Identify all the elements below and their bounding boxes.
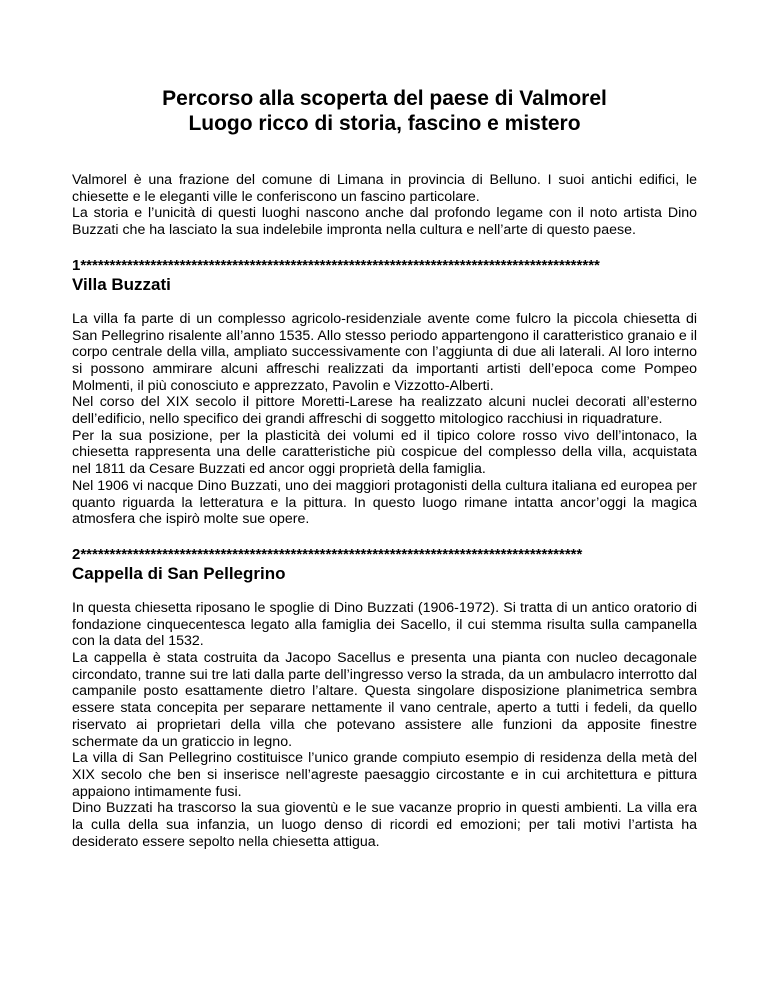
body-paragraph: La cappella è stata costruita da Jacopo Sacellus e presenta una pianta con nucleo decagonale circondato, tranne sui tre lati dalla parte dell’ingresso verso la strada, da un ambulacro interrotto dal campanile posto esattamente dietro l’altare. Questa singolare disposizione planimetrica sembra essere stata concepita per separare nettamente il vano centrale, aperto a tutti i fedeli, da quello riservato ai proprietari della villa che potevano assistere alle funzioni da apposite finestre schermate da un graticcio in legno. [72,650,697,750]
intro-section [72,172,697,239]
body-paragraph: La villa di San Pellegrino costituisce l’unico grande compiuto esempio di residenza della metà del XIX secolo che ben si inserisce nell’agreste paesaggio circostante e in cui architettura e pittura appaiono intimamente fusi. [72,750,697,800]
section-body [72,311,697,528]
body-paragraph: In questa chiesetta riposano le spoglie di Dino Buzzati (1906-1972). Si tratta di un antico oratorio di fondazione cinquecentesca legato alla famiglia dei Sacello, il cui stemma risulta sulla campanella con la data del 1532. [72,599,697,650]
title-line-1: Percorso alla scoperta del paese di Valmorel [162,87,607,110]
section-marker: 1***************************************************************************************** [72,256,600,274]
section-body [72,600,697,851]
section-marker: 2************************************************************************************** [72,545,583,563]
title-line-2: Luogo ricco di storia, fascino e mistero [188,112,581,135]
section-heading: Villa Buzzati [72,274,171,294]
body-paragraph: Nel corso del XIX secolo il pittore Moretti-Larese ha realizzato alcuni nuclei decorati all’esterno dell’edificio, nello specifico dei grandi affreschi di soggetto mitologico racchiusi in riquadrature. [72,394,697,428]
body-paragraph: La villa fa parte di un complesso agricolo-residenziale avente come fulcro la piccola chiesetta di San Pellegrino risalente all’anno 1535. Allo stesso periodo appartengono il caratteristico granaio e il corpo centrale della villa, ampliato successivamente con l’aggiunta di due ali laterali. Al loro interno si possono ammirare alcuni affreschi realizzati da importanti artisti dell’epoca come Pompeo Molmenti, il più conosciuto e apprezzato, Pavolin e Vizzotto-Alberti. [72,310,697,394]
body-paragraph: Per la sua posizione, per la plasticità dei volumi ed il tipico colore rosso vivo dell’intonaco, la chiesetta rappresenta una delle caratteristiche più cospicue del complesso della villa, acquistata nel 1811 da Cesare Buzzati ed ancor oggi proprietà della famiglia. [72,427,697,478]
intro-paragraph: Valmorel è una frazione del comune di Limana in provincia di Belluno. I suoi antichi edifici, le chiesette e le eleganti ville le conferiscono un fascino particolare. [72,172,697,205]
section-villa-buzzati [72,257,697,528]
document-title [72,86,697,136]
body-paragraph: Dino Buzzati ha trascorso la sua gioventù e le sue vacanze proprio in questi ambienti. La villa era la culla della sua infanzia, un luogo denso di ricordi ed emozioni; per tali motivi l’artista ha desiderato essere sepolto nella chiesetta attigua. [72,800,697,850]
body-paragraph: Nel 1906 vi nacque Dino Buzzati, uno dei maggiori protagonisti della cultura italiana ed europea per quanto riguarda la letteratura e la pittura. In questo luogo rimane intatta ancor’oggi la magica atmosfera che ispirò molte sue opere. [72,477,697,528]
document-page [72,86,697,851]
section-heading: Cappella di San Pellegrino [72,563,286,583]
intro-paragraph: La storia e l’unicità di questi luoghi nascono anche dal profondo legame con il noto artista Dino Buzzati che ha lasciato la sua indelebile impronta nella cultura e nell’arte di questo paese. [72,205,697,239]
section-cappella-san-pellegrino [72,546,697,851]
